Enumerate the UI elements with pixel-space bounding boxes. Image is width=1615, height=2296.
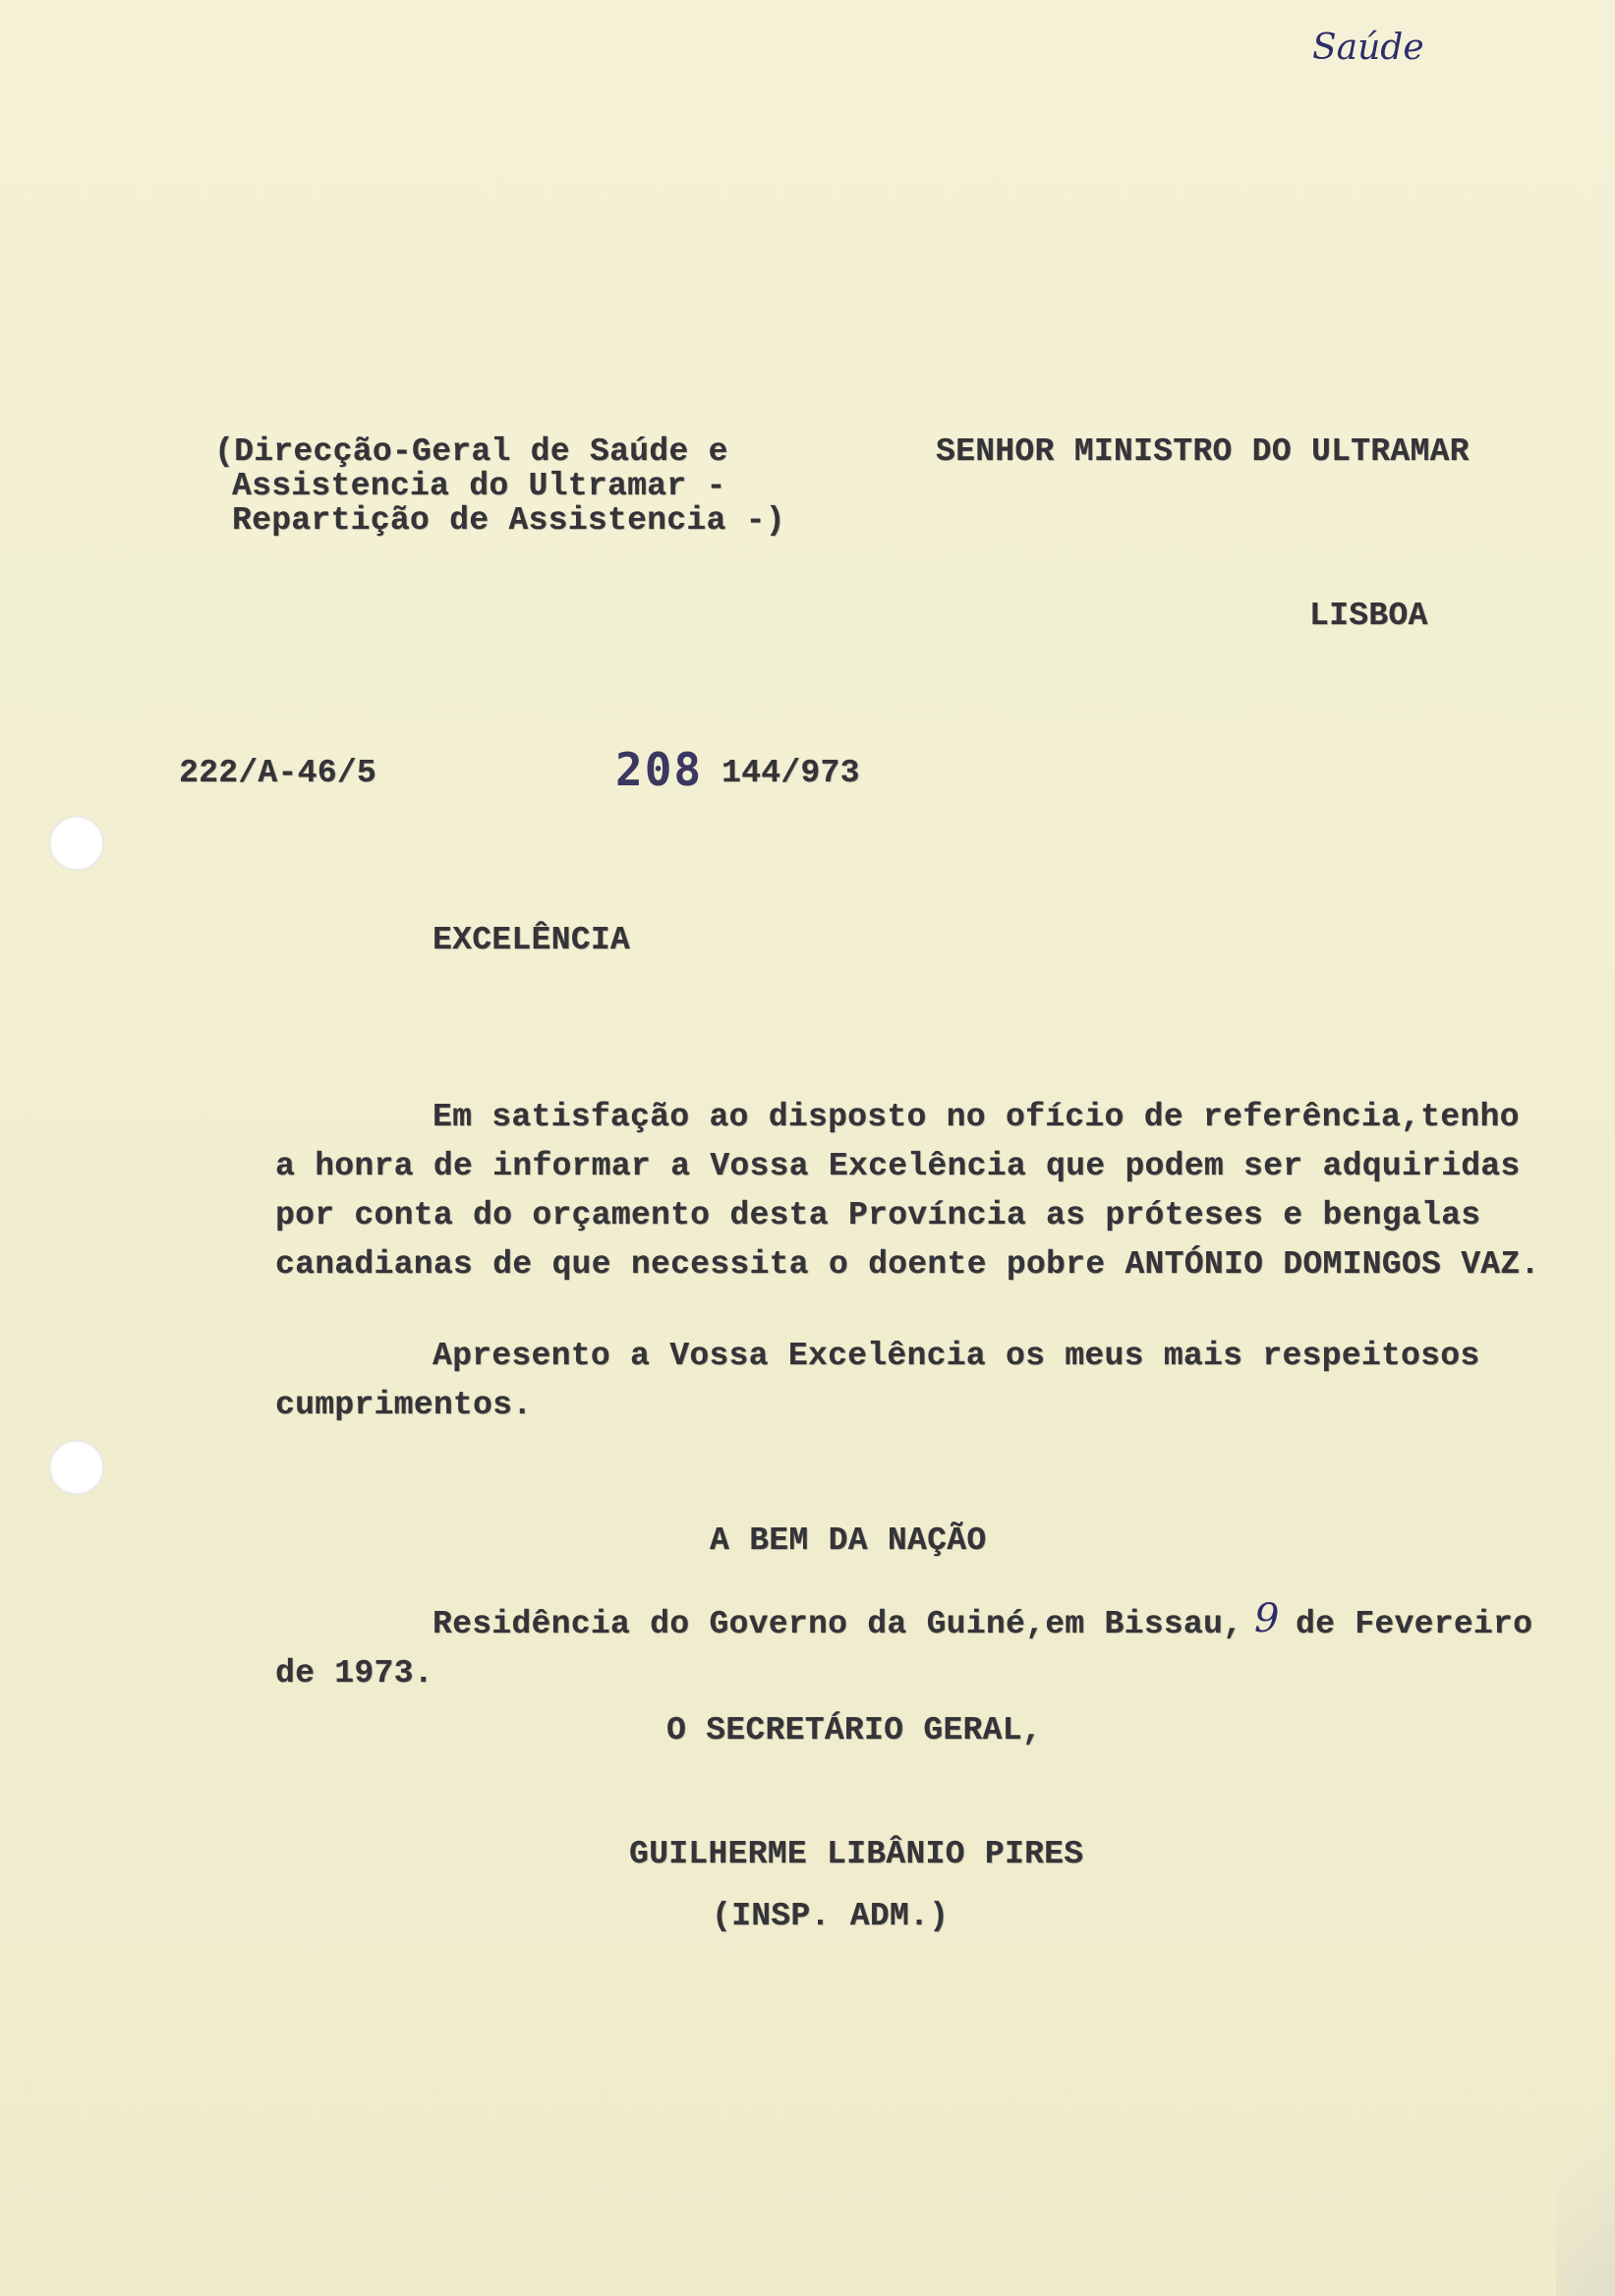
place-line: Residência do Governo da Guiné,em Bissau,: [433, 1606, 1243, 1642]
motto: A BEM DA NAÇÃO: [710, 1522, 987, 1559]
date-month: de Fevereiro: [1296, 1606, 1533, 1642]
recipient-city: LISBOA: [1309, 598, 1428, 634]
signatory-role: O SECRETÁRIO GERAL,: [666, 1712, 1042, 1749]
sender-line-3: Repartição de Assistencia -): [232, 502, 785, 539]
signatory-title: (INSP. ADM.): [712, 1898, 950, 1934]
file-code: 222/A-46/5: [179, 755, 377, 791]
body-p1-line-1: Em satisfação ao disposto no ofício de referência,tenho: [433, 1099, 1520, 1135]
body-p2-line-1: Apresento a Vossa Excelência os meus mais respeitosos: [433, 1338, 1480, 1374]
date-year: de 1973.: [275, 1655, 433, 1692]
salutation: EXCELÊNCIA: [433, 922, 631, 958]
punch-hole-top: [49, 816, 104, 871]
page-curl-shadow: [1556, 2040, 1615, 2296]
body-p2-line-2: cumprimentos.: [275, 1387, 533, 1423]
sender-line-1: (Direcção-Geral de Saúde e: [214, 433, 728, 470]
body-p1-line-2: a honra de informar a Vossa Excelência que podem ser adquiridas: [275, 1148, 1521, 1184]
recipient-title: SENHOR MINISTRO DO ULTRAMAR: [936, 433, 1470, 470]
reference-number: 144/973: [721, 755, 860, 791]
sender-line-2: Assistencia do Ultramar -: [232, 468, 726, 504]
body-p1-line-4: canadianas de que necessita o doente pobre ANTÓNIO DOMINGOS VAZ.: [275, 1246, 1540, 1283]
handwritten-annotation: Saúde: [1312, 28, 1424, 68]
stamped-number: 208: [615, 743, 704, 796]
handwritten-day: 9: [1254, 1596, 1280, 1641]
punch-hole-bottom: [49, 1440, 104, 1495]
signatory-name: GUILHERME LIBÂNIO PIRES: [629, 1836, 1084, 1872]
body-p1-line-3: por conta do orçamento desta Província as próteses e bengalas: [275, 1197, 1481, 1234]
